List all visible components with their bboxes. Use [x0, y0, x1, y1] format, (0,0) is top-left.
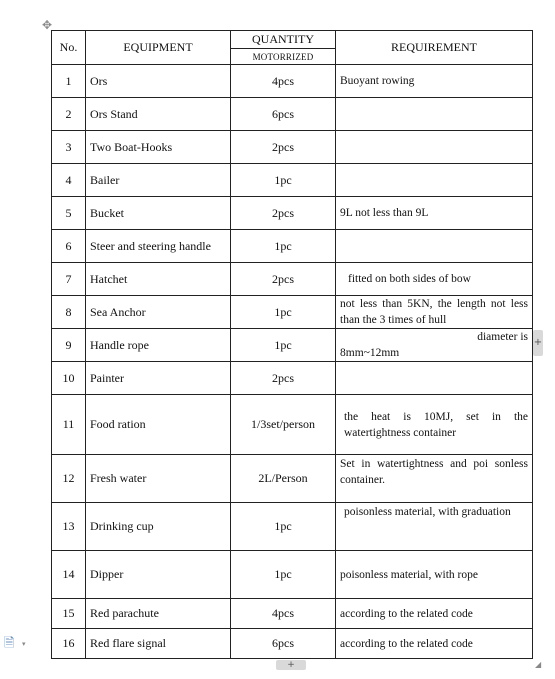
- header-quantity-motorized: MOTORRIZED: [231, 49, 336, 65]
- header-equipment: EQUIPMENT: [86, 31, 231, 65]
- row-requirement: poisonless material, with graduation: [336, 503, 533, 551]
- row-equipment: Ors Stand: [86, 98, 231, 131]
- add-row-bottom-icon[interactable]: +: [276, 660, 306, 670]
- table-row: [52, 197, 533, 230]
- row-quantity: 2L/Person: [231, 455, 336, 503]
- table-row: [52, 164, 533, 197]
- add-row-side-icon[interactable]: +: [533, 330, 543, 356]
- row-requirement: poisonless material, with rope: [336, 551, 533, 599]
- table-row: [52, 296, 533, 329]
- row-no: 16: [52, 629, 86, 659]
- row-equipment: Red parachute: [86, 599, 231, 629]
- header-no: No.: [52, 31, 86, 65]
- row-requirement: [336, 164, 533, 197]
- table-row: [52, 395, 533, 455]
- row-no: 7: [52, 263, 86, 296]
- row-requirement: 9L not less than 9L: [336, 197, 533, 230]
- row-requirement: fitted on both sides of bow: [336, 263, 533, 296]
- row-no: 12: [52, 455, 86, 503]
- row-equipment: Steer and steering handle: [86, 230, 231, 263]
- table-row: [52, 131, 533, 164]
- table-row: [52, 263, 533, 296]
- row-quantity: 4pcs: [231, 599, 336, 629]
- header-requirement: REQUIREMENT: [336, 31, 533, 65]
- row-quantity: 1pc: [231, 164, 336, 197]
- row-no: 11: [52, 395, 86, 455]
- row-equipment: Bailer: [86, 164, 231, 197]
- row-requirement: according to the related code: [336, 599, 533, 629]
- row-requirement: not less than 5KN, the length not less than the 3 times of hull: [336, 296, 533, 329]
- row-quantity: 2pcs: [231, 131, 336, 164]
- row-requirement: the heat is 10MJ, set in the watertightness container: [336, 395, 533, 455]
- row-equipment: Handle rope: [86, 329, 231, 362]
- document-icon[interactable]: 🗎: [4, 636, 15, 651]
- row-quantity: 1pc: [231, 503, 336, 551]
- table-move-handle-icon[interactable]: ✥: [41, 18, 53, 32]
- row-no: 6: [52, 230, 86, 263]
- table-row: [52, 230, 533, 263]
- row-requirement: Set in watertightness and poi sonless container.: [336, 455, 533, 503]
- row-requirement: [336, 362, 533, 395]
- table-row: [52, 455, 533, 503]
- row-equipment: Hatchet: [86, 263, 231, 296]
- row-quantity: 1pc: [231, 296, 336, 329]
- row-quantity: 4pcs: [231, 65, 336, 98]
- row-quantity: 1pc: [231, 551, 336, 599]
- row-requirement: according to the related code: [336, 629, 533, 659]
- table-row: [52, 362, 533, 395]
- row-equipment: Food ration: [86, 395, 231, 455]
- row-equipment: Fresh water: [86, 455, 231, 503]
- dropdown-arrow-icon[interactable]: ▾: [22, 640, 26, 648]
- row-requirement: [336, 230, 533, 263]
- row-quantity: 1/3set/person: [231, 395, 336, 455]
- row-requirement: Buoyant rowing: [336, 65, 533, 98]
- row-no: 10: [52, 362, 86, 395]
- table-row: [52, 98, 533, 131]
- row-quantity: 2pcs: [231, 197, 336, 230]
- row-equipment: Two Boat-Hooks: [86, 131, 231, 164]
- row-quantity: 6pcs: [231, 98, 336, 131]
- row-no: 13: [52, 503, 86, 551]
- row-equipment: Dipper: [86, 551, 231, 599]
- table-row: [52, 503, 533, 551]
- table-row: [52, 599, 533, 629]
- row-equipment: Ors: [86, 65, 231, 98]
- row-no: 9: [52, 329, 86, 362]
- row-equipment: Sea Anchor: [86, 296, 231, 329]
- row-no: 2: [52, 98, 86, 131]
- row-requirement-line2: 8mm~12mm: [340, 347, 400, 359]
- row-quantity: 2pcs: [231, 362, 336, 395]
- row-no: 8: [52, 296, 86, 329]
- row-no: 5: [52, 197, 86, 230]
- table-resize-icon[interactable]: ◢: [535, 660, 542, 669]
- row-no: 15: [52, 599, 86, 629]
- equipment-table: [51, 30, 533, 659]
- table-row: [52, 65, 533, 98]
- row-equipment: Painter: [86, 362, 231, 395]
- row-equipment: Red flare signal: [86, 629, 231, 659]
- row-equipment: Bucket: [86, 197, 231, 230]
- row-requirement: [336, 131, 533, 164]
- row-no: 14: [52, 551, 86, 599]
- row-quantity: 1pc: [231, 329, 336, 362]
- table-row: [52, 329, 533, 362]
- row-no: 3: [52, 131, 86, 164]
- row-quantity: 2pcs: [231, 263, 336, 296]
- row-no: 4: [52, 164, 86, 197]
- row-requirement: [336, 329, 533, 362]
- row-no: 1: [52, 65, 86, 98]
- header-quantity: QUANTITY: [231, 31, 336, 49]
- row-quantity: 6pcs: [231, 629, 336, 659]
- table-row: [52, 629, 533, 659]
- table-row: [52, 551, 533, 599]
- row-quantity: 1pc: [231, 230, 336, 263]
- row-requirement-line1: diameter is: [477, 331, 528, 343]
- row-requirement: [336, 98, 533, 131]
- row-equipment: Drinking cup: [86, 503, 231, 551]
